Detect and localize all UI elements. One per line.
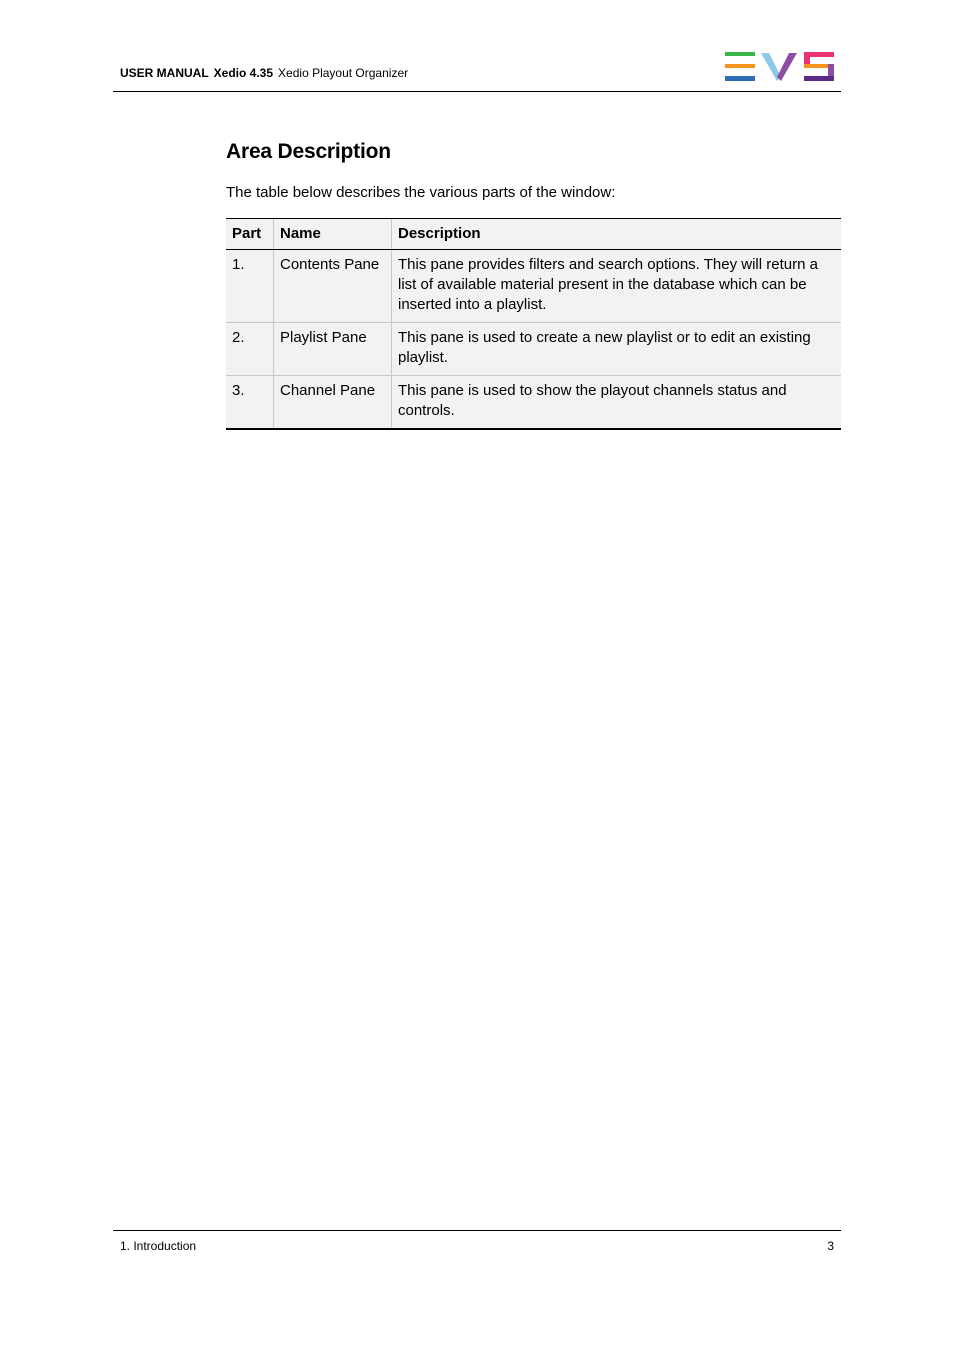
footer-chapter: 1. Introduction [120, 1239, 197, 1253]
cell-part: 1. [232, 256, 245, 273]
table-row [226, 250, 841, 323]
table-row [226, 376, 841, 430]
header-subtitle: Xedio Playout Organizer [278, 66, 409, 80]
column-header-name: Name [274, 219, 392, 250]
cell-name: Playlist Pane [274, 323, 392, 376]
cell-name: Contents Pane [274, 250, 392, 323]
page-footer [113, 1230, 841, 1253]
intro-text: The table below describes the various parts of the window: [226, 184, 616, 201]
evs-logo-icon [725, 52, 835, 82]
cell-description: This pane is used to show the playout channels status and controls. [392, 376, 842, 430]
column-header-part: Part [226, 219, 274, 250]
table-header-row [226, 219, 841, 250]
footer-page-number: 3 [827, 1239, 834, 1253]
area-description-table [226, 218, 841, 430]
header-text [120, 66, 408, 80]
table-row [226, 323, 841, 376]
cell-part: 3. [226, 376, 274, 430]
header-product: Xedio 4.35 [213, 66, 274, 80]
cell-description: This pane is used to create a new playlist or to edit an existing playlist. [392, 323, 842, 376]
section-title: Area Description [226, 140, 391, 163]
header-manual: USER MANUAL [120, 66, 209, 80]
column-header-description: Description [392, 219, 842, 250]
cell-name: Channel Pane [274, 376, 392, 430]
cell-part: 2. [226, 323, 274, 376]
cell-description: This pane provides filters and search options. They will return a list of available material present in the database which can be inserted into a playlist. [392, 250, 842, 323]
main-content [226, 140, 841, 419]
page-header [113, 0, 841, 92]
